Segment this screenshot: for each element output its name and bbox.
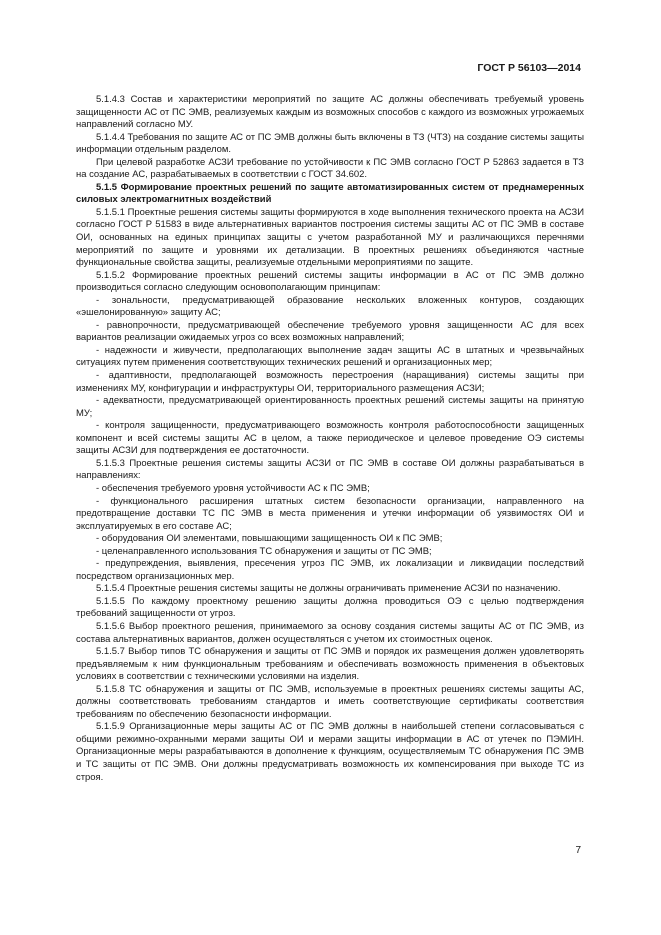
paragraph-5-1-5-9: 5.1.5.9 Организационные меры защиты АС от ПС ЭМВ должны в наибольшей степени согласовываться с общими режимно-охранными мерами защиты ОИ и мерами защиты информации в АС от утечек по ПЭМИН. Организационные меры разрабатываются в дополнение к функциям, осуществляемым ТС обнаружения ПС ЭМВ и ТС защиты от ПС ЭМВ. Они должны предусматривать возможность их компенсирования при выходе ТС из строя.: [76, 721, 584, 783]
direction-list-item: - функционального расширения штатных систем безопасности организации, направленного на предотвращение доставки ТС ПС ЭМВ в места применения и утечки информации об уязвимостях ОИ и эксплуатируемых в его составе АС;: [76, 495, 584, 532]
direction-list-item: - обеспечения требуемого уровня устойчивости АС к ПС ЭМВ;: [96, 482, 370, 494]
principle-list-item: - адаптивности, предполагающей возможность перестроения (наращивания) системы защиты при изменениях МУ, конфигурации и инфраструктуры ОИ, территориального размещения АСЗИ;: [76, 370, 584, 394]
paragraph-5-1-5-8: 5.1.5.8 ТС обнаружения и защиты от ПС ЭМВ, используемые в проектных решениях системы защиты АС, должны соответствовать требованиям стандартов и иметь соответствующие сертификаты соответствия требованиям по обеспечению безопасности информации.: [76, 683, 584, 720]
paragraph-5-1-5-4: 5.1.5.4 Проектные решения системы защиты не должны ограничивать применение АСЗИ по назначению.: [96, 583, 561, 595]
paragraph-5-1-5-2: 5.1.5.2 Формирование проектных решений системы защиты информации в АС от ПС ЭМВ должно производиться согласно следующим основополагающим принципам:: [76, 269, 584, 294]
principle-list-item: - адекватности, предусматривающей ориентированность проектных решений системы защиты на принятую МУ;: [76, 395, 584, 419]
paragraph-5-1-5-7: 5.1.5.7 Выбор типов ТС обнаружения и защиты от ПС ЭМВ и порядок их размещения должен удовлетворять предъявляемым к ним функциональным требованиям и обеспечивать возможность применения в объектовых условиях в соответствии с техническими условиями на изделия.: [76, 646, 584, 683]
direction-list-item: - оборудования ОИ элементами, повышающими защищенность ОИ к ПС ЭМВ;: [96, 533, 443, 545]
direction-list-item: - предупреждения, выявления, пресечения угроз ПС ЭМВ, их локализации и ликвидации последствий посредством организационных мер.: [76, 558, 584, 582]
principle-list-item: - надежности и живучести, предполагающих выполнение задач защиты АС в штатных и чрезвычайных ситуациях путем применения соответствующих технических решений и организационных мер;: [76, 344, 584, 369]
section-heading-5-1-5: 5.1.5 Формирование проектных решений по защите автоматизированных систем от преднамеренных силовых электромагнитных воздействий: [76, 181, 584, 206]
paragraph-5-1-5-6: 5.1.5.6 Выбор проектного решения, принимаемого за основу создания системы защиты АС от ПС ЭМВ, из состава альтернативных вариантов, должен осуществляться с учетом их стоимостных оценок.: [76, 620, 584, 645]
principle-list-item: - контроля защищенности, предусматривающего возможность контроля работоспособности защищенных компонент и всей системы защиты АС в целом, а также периодическое и целевое проведение ОЭ системы защиты АСЗИ для подтверждения ее достаточности.: [76, 420, 584, 457]
document-body: [76, 94, 584, 784]
document-id-header: ГОСТ Р 56103—2014: [477, 62, 581, 74]
page-number: 7: [575, 845, 581, 856]
paragraph-5-1-5-5: 5.1.5.5 По каждому проектному решению защиты должна проводиться ОЭ с целью подтверждения требований защищенности от угроз.: [76, 595, 584, 620]
paragraph-5-1-4-3: 5.1.4.3 Состав и характеристики мероприятий по защите АС должны обеспечивать требуемый уровень защищенности АС от ПС ЭМВ, реализуемых каждым из возможных способов с каждого из возможных угрожаемых направлений согласно МУ.: [76, 94, 584, 131]
principle-list-item: - равнопрочности, предусматривающей обеспечение требуемого уровня защищенности АС для всех вариантов реализации ожидаемых угроз со всех возможных направлений;: [76, 319, 584, 344]
paragraph-5-1-5-3: 5.1.5.3 Проектные решения системы защиты АСЗИ от ПС ЭМВ в составе ОИ должны разрабатываться в направлениях:: [76, 457, 584, 482]
paragraph-5-1-4-4: 5.1.4.4 Требования по защите АС от ПС ЭМВ должны быть включены в ТЗ (ЧТЗ) на создание системы защиты информации отдельным разделом.: [76, 131, 584, 156]
paragraph-5-1-5-1: 5.1.5.1 Проектные решения системы защиты формируются в ходе выполнения технического проекта на АСЗИ согласно ГОСТ Р 51583 в виде альтернативных вариантов построения системы защиты АС от ПС ЭМВ в составе ОИ, основанных на единых принципах защиты с учетом разработанной МУ и различающихся перечнями мероприятий по защите и уровнями их детализации. В проектных решениях объединяются частные функциональные свойства защиты, реализуемые отдельными мероприятиями по защите.: [76, 206, 584, 269]
direction-list-item: - целенаправленного использования ТС обнаружения и защиты от ПС ЭМВ;: [96, 545, 432, 557]
paragraph-target-development: При целевой разработке АСЗИ требование по устойчивости к ПС ЭМВ согласно ГОСТ Р 52863 задается в ТЗ на создание АС, разрабатываемых в соответствии с ГОСТ 34.602.: [76, 156, 584, 181]
principle-list-item: - зональности, предусматривающей образование нескольких вложенных контуров, создающих «эшелонированную» защиту АС;: [76, 294, 584, 319]
